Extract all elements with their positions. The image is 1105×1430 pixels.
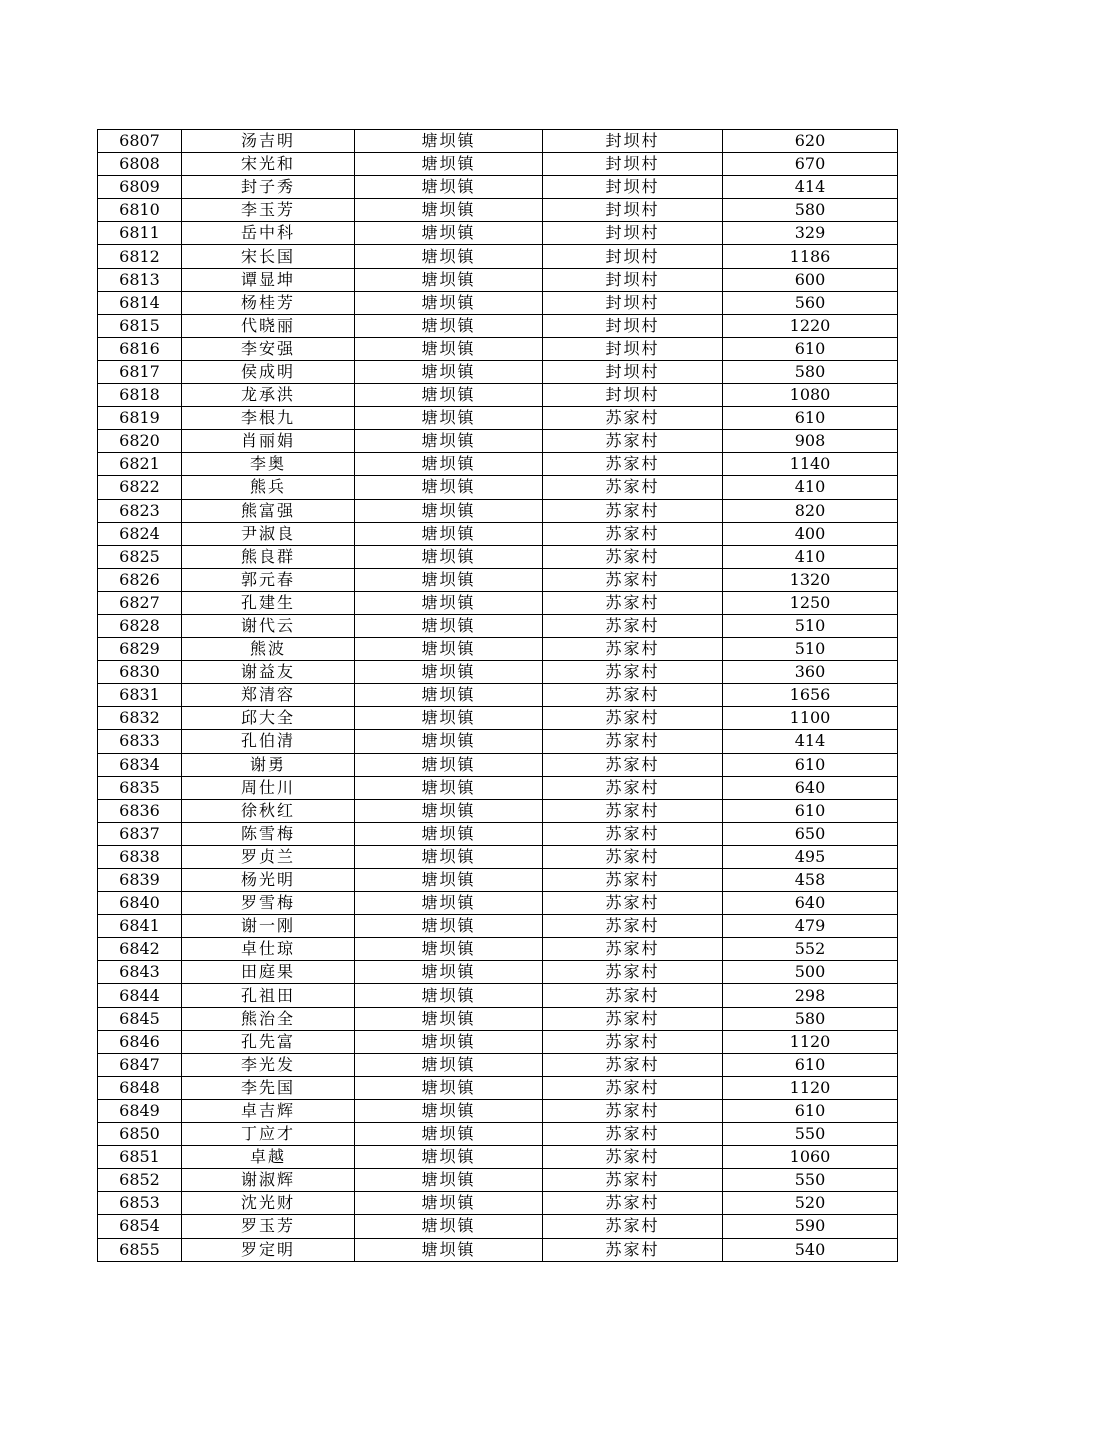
person-name-cell: 汤吉明 <box>182 130 355 153</box>
town-cell: 塘坝镇 <box>355 1076 543 1099</box>
town-cell: 塘坝镇 <box>355 938 543 961</box>
row-number-cell: 6816 <box>98 337 182 360</box>
amount-cell: 550 <box>723 1123 898 1146</box>
town-cell: 塘坝镇 <box>355 961 543 984</box>
row-number-cell: 6811 <box>98 222 182 245</box>
table-row <box>98 591 898 614</box>
person-name-cell: 李先国 <box>182 1076 355 1099</box>
amount-cell: 1186 <box>723 245 898 268</box>
town-cell: 塘坝镇 <box>355 638 543 661</box>
person-name-cell: 卓越 <box>182 1146 355 1169</box>
person-name-cell: 熊波 <box>182 638 355 661</box>
village-cell: 苏家村 <box>543 984 723 1007</box>
town-cell: 塘坝镇 <box>355 1007 543 1030</box>
village-cell: 封坝村 <box>543 153 723 176</box>
row-number-cell: 6852 <box>98 1169 182 1192</box>
amount-cell: 1320 <box>723 568 898 591</box>
town-cell: 塘坝镇 <box>355 1146 543 1169</box>
village-cell: 苏家村 <box>543 499 723 522</box>
village-cell: 苏家村 <box>543 1099 723 1122</box>
town-cell: 塘坝镇 <box>355 684 543 707</box>
village-cell: 苏家村 <box>543 845 723 868</box>
row-number-cell: 6846 <box>98 1030 182 1053</box>
amount-cell: 670 <box>723 153 898 176</box>
amount-cell: 400 <box>723 522 898 545</box>
village-cell: 封坝村 <box>543 337 723 360</box>
person-name-cell: 郭元春 <box>182 568 355 591</box>
town-cell: 塘坝镇 <box>355 753 543 776</box>
amount-cell: 1220 <box>723 314 898 337</box>
town-cell: 塘坝镇 <box>355 1215 543 1238</box>
village-cell: 苏家村 <box>543 730 723 753</box>
village-cell: 苏家村 <box>543 1123 723 1146</box>
amount-cell: 552 <box>723 938 898 961</box>
table-row <box>98 522 898 545</box>
town-cell: 塘坝镇 <box>355 153 543 176</box>
table-row <box>98 1076 898 1099</box>
row-number-cell: 6842 <box>98 938 182 961</box>
row-number-cell: 6824 <box>98 522 182 545</box>
village-cell: 苏家村 <box>543 1053 723 1076</box>
table-row <box>98 1238 898 1261</box>
roster-table-body <box>98 130 898 1262</box>
row-number-cell: 6812 <box>98 245 182 268</box>
amount-cell: 610 <box>723 1053 898 1076</box>
town-cell: 塘坝镇 <box>355 730 543 753</box>
table-row <box>98 845 898 868</box>
town-cell: 塘坝镇 <box>355 1123 543 1146</box>
row-number-cell: 6830 <box>98 661 182 684</box>
village-cell: 苏家村 <box>543 1215 723 1238</box>
person-name-cell: 李安强 <box>182 337 355 360</box>
town-cell: 塘坝镇 <box>355 291 543 314</box>
person-name-cell: 周仕川 <box>182 776 355 799</box>
row-number-cell: 6823 <box>98 499 182 522</box>
table-row <box>98 199 898 222</box>
amount-cell: 360 <box>723 661 898 684</box>
table-row <box>98 430 898 453</box>
person-name-cell: 孔先富 <box>182 1030 355 1053</box>
table-row <box>98 1030 898 1053</box>
town-cell: 塘坝镇 <box>355 522 543 545</box>
amount-cell: 1080 <box>723 384 898 407</box>
table-row <box>98 707 898 730</box>
amount-cell: 650 <box>723 822 898 845</box>
village-cell: 苏家村 <box>543 1169 723 1192</box>
table-row <box>98 176 898 199</box>
village-cell: 封坝村 <box>543 199 723 222</box>
village-cell: 封坝村 <box>543 314 723 337</box>
village-cell: 苏家村 <box>543 799 723 822</box>
row-number-cell: 6855 <box>98 1238 182 1261</box>
row-number-cell: 6807 <box>98 130 182 153</box>
table-row <box>98 1123 898 1146</box>
table-row <box>98 222 898 245</box>
row-number-cell: 6826 <box>98 568 182 591</box>
table-row <box>98 153 898 176</box>
village-cell: 苏家村 <box>543 407 723 430</box>
town-cell: 塘坝镇 <box>355 845 543 868</box>
village-cell: 苏家村 <box>543 453 723 476</box>
row-number-cell: 6822 <box>98 476 182 499</box>
person-name-cell: 郑清容 <box>182 684 355 707</box>
town-cell: 塘坝镇 <box>355 776 543 799</box>
table-row <box>98 130 898 153</box>
person-name-cell: 邱大全 <box>182 707 355 730</box>
person-name-cell: 尹淑良 <box>182 522 355 545</box>
town-cell: 塘坝镇 <box>355 984 543 1007</box>
row-number-cell: 6834 <box>98 753 182 776</box>
table-row <box>98 314 898 337</box>
person-name-cell: 宋长国 <box>182 245 355 268</box>
town-cell: 塘坝镇 <box>355 1169 543 1192</box>
amount-cell: 510 <box>723 638 898 661</box>
table-row <box>98 753 898 776</box>
village-cell: 苏家村 <box>543 822 723 845</box>
table-row <box>98 499 898 522</box>
table-row <box>98 799 898 822</box>
village-cell: 苏家村 <box>543 892 723 915</box>
town-cell: 塘坝镇 <box>355 199 543 222</box>
amount-cell: 1140 <box>723 453 898 476</box>
table-row <box>98 684 898 707</box>
table-row <box>98 730 898 753</box>
table-row <box>98 384 898 407</box>
person-name-cell: 岳中科 <box>182 222 355 245</box>
row-number-cell: 6833 <box>98 730 182 753</box>
village-cell: 苏家村 <box>543 961 723 984</box>
row-number-cell: 6813 <box>98 268 182 291</box>
amount-cell: 610 <box>723 753 898 776</box>
village-cell: 苏家村 <box>543 522 723 545</box>
table-row <box>98 1192 898 1215</box>
village-cell: 苏家村 <box>543 430 723 453</box>
row-number-cell: 6850 <box>98 1123 182 1146</box>
amount-cell: 610 <box>723 337 898 360</box>
amount-cell: 560 <box>723 291 898 314</box>
person-name-cell: 熊富强 <box>182 499 355 522</box>
amount-cell: 580 <box>723 199 898 222</box>
table-row <box>98 1053 898 1076</box>
person-name-cell: 孔伯清 <box>182 730 355 753</box>
row-number-cell: 6827 <box>98 591 182 614</box>
row-number-cell: 6818 <box>98 384 182 407</box>
town-cell: 塘坝镇 <box>355 245 543 268</box>
person-name-cell: 沈光财 <box>182 1192 355 1215</box>
town-cell: 塘坝镇 <box>355 407 543 430</box>
town-cell: 塘坝镇 <box>355 130 543 153</box>
town-cell: 塘坝镇 <box>355 222 543 245</box>
person-name-cell: 卓仕琼 <box>182 938 355 961</box>
row-number-cell: 6851 <box>98 1146 182 1169</box>
person-name-cell: 李奥 <box>182 453 355 476</box>
village-cell: 苏家村 <box>543 869 723 892</box>
row-number-cell: 6809 <box>98 176 182 199</box>
town-cell: 塘坝镇 <box>355 1030 543 1053</box>
amount-cell: 580 <box>723 360 898 383</box>
person-name-cell: 徐秋红 <box>182 799 355 822</box>
person-name-cell: 熊良群 <box>182 545 355 568</box>
village-cell: 苏家村 <box>543 1007 723 1030</box>
table-row <box>98 1099 898 1122</box>
table-row <box>98 545 898 568</box>
village-cell: 封坝村 <box>543 245 723 268</box>
table-row <box>98 407 898 430</box>
amount-cell: 580 <box>723 1007 898 1030</box>
row-number-cell: 6821 <box>98 453 182 476</box>
village-cell: 苏家村 <box>543 684 723 707</box>
village-cell: 封坝村 <box>543 384 723 407</box>
table-row <box>98 476 898 499</box>
amount-cell: 820 <box>723 499 898 522</box>
village-cell: 苏家村 <box>543 661 723 684</box>
table-row <box>98 360 898 383</box>
village-cell: 苏家村 <box>543 1146 723 1169</box>
table-row <box>98 869 898 892</box>
row-number-cell: 6847 <box>98 1053 182 1076</box>
amount-cell: 479 <box>723 915 898 938</box>
town-cell: 塘坝镇 <box>355 1053 543 1076</box>
town-cell: 塘坝镇 <box>355 337 543 360</box>
row-number-cell: 6840 <box>98 892 182 915</box>
table-row <box>98 892 898 915</box>
person-name-cell: 罗雪梅 <box>182 892 355 915</box>
amount-cell: 410 <box>723 476 898 499</box>
amount-cell: 540 <box>723 1238 898 1261</box>
amount-cell: 640 <box>723 892 898 915</box>
town-cell: 塘坝镇 <box>355 545 543 568</box>
table-row <box>98 1169 898 1192</box>
row-number-cell: 6845 <box>98 1007 182 1030</box>
town-cell: 塘坝镇 <box>355 1192 543 1215</box>
town-cell: 塘坝镇 <box>355 430 543 453</box>
table-row <box>98 776 898 799</box>
roster-table <box>97 129 898 1262</box>
table-row <box>98 268 898 291</box>
person-name-cell: 杨桂芳 <box>182 291 355 314</box>
village-cell: 苏家村 <box>543 614 723 637</box>
amount-cell: 1120 <box>723 1076 898 1099</box>
town-cell: 塘坝镇 <box>355 499 543 522</box>
amount-cell: 1100 <box>723 707 898 730</box>
amount-cell: 495 <box>723 845 898 868</box>
town-cell: 塘坝镇 <box>355 892 543 915</box>
row-number-cell: 6837 <box>98 822 182 845</box>
village-cell: 苏家村 <box>543 1076 723 1099</box>
village-cell: 苏家村 <box>543 753 723 776</box>
village-cell: 苏家村 <box>543 476 723 499</box>
town-cell: 塘坝镇 <box>355 476 543 499</box>
table-row <box>98 1146 898 1169</box>
person-name-cell: 宋光和 <box>182 153 355 176</box>
amount-cell: 620 <box>723 130 898 153</box>
table-row <box>98 1215 898 1238</box>
row-number-cell: 6849 <box>98 1099 182 1122</box>
row-number-cell: 6853 <box>98 1192 182 1215</box>
amount-cell: 414 <box>723 730 898 753</box>
amount-cell: 610 <box>723 1099 898 1122</box>
person-name-cell: 熊兵 <box>182 476 355 499</box>
table-row <box>98 938 898 961</box>
table-row <box>98 291 898 314</box>
town-cell: 塘坝镇 <box>355 614 543 637</box>
village-cell: 苏家村 <box>543 591 723 614</box>
town-cell: 塘坝镇 <box>355 268 543 291</box>
person-name-cell: 孔建生 <box>182 591 355 614</box>
village-cell: 苏家村 <box>543 776 723 799</box>
person-name-cell: 杨光明 <box>182 869 355 892</box>
amount-cell: 458 <box>723 869 898 892</box>
town-cell: 塘坝镇 <box>355 568 543 591</box>
town-cell: 塘坝镇 <box>355 707 543 730</box>
person-name-cell: 封子秀 <box>182 176 355 199</box>
town-cell: 塘坝镇 <box>355 360 543 383</box>
table-row <box>98 961 898 984</box>
row-number-cell: 6832 <box>98 707 182 730</box>
row-number-cell: 6838 <box>98 845 182 868</box>
row-number-cell: 6815 <box>98 314 182 337</box>
table-row <box>98 984 898 1007</box>
person-name-cell: 李玉芳 <box>182 199 355 222</box>
table-row <box>98 245 898 268</box>
town-cell: 塘坝镇 <box>355 869 543 892</box>
person-name-cell: 罗贞兰 <box>182 845 355 868</box>
amount-cell: 410 <box>723 545 898 568</box>
town-cell: 塘坝镇 <box>355 799 543 822</box>
row-number-cell: 6808 <box>98 153 182 176</box>
row-number-cell: 6825 <box>98 545 182 568</box>
village-cell: 封坝村 <box>543 130 723 153</box>
row-number-cell: 6835 <box>98 776 182 799</box>
person-name-cell: 侯成明 <box>182 360 355 383</box>
amount-cell: 510 <box>723 614 898 637</box>
person-name-cell: 孔祖田 <box>182 984 355 1007</box>
row-number-cell: 6839 <box>98 869 182 892</box>
person-name-cell: 龙承洪 <box>182 384 355 407</box>
row-number-cell: 6843 <box>98 961 182 984</box>
person-name-cell: 陈雪梅 <box>182 822 355 845</box>
village-cell: 苏家村 <box>543 568 723 591</box>
village-cell: 苏家村 <box>543 1030 723 1053</box>
town-cell: 塘坝镇 <box>355 1238 543 1261</box>
amount-cell: 550 <box>723 1169 898 1192</box>
amount-cell: 1120 <box>723 1030 898 1053</box>
amount-cell: 500 <box>723 961 898 984</box>
amount-cell: 329 <box>723 222 898 245</box>
table-row <box>98 822 898 845</box>
row-number-cell: 6810 <box>98 199 182 222</box>
table-row <box>98 915 898 938</box>
person-name-cell: 谢益友 <box>182 661 355 684</box>
amount-cell: 1656 <box>723 684 898 707</box>
person-name-cell: 谢一刚 <box>182 915 355 938</box>
amount-cell: 1060 <box>723 1146 898 1169</box>
person-name-cell: 卓吉辉 <box>182 1099 355 1122</box>
person-name-cell: 谢代云 <box>182 614 355 637</box>
amount-cell: 520 <box>723 1192 898 1215</box>
table-row <box>98 337 898 360</box>
row-number-cell: 6836 <box>98 799 182 822</box>
person-name-cell: 谢勇 <box>182 753 355 776</box>
person-name-cell: 谭显坤 <box>182 268 355 291</box>
row-number-cell: 6819 <box>98 407 182 430</box>
person-name-cell: 田庭果 <box>182 961 355 984</box>
table-row <box>98 453 898 476</box>
village-cell: 封坝村 <box>543 176 723 199</box>
table-row <box>98 568 898 591</box>
town-cell: 塘坝镇 <box>355 915 543 938</box>
row-number-cell: 6817 <box>98 360 182 383</box>
person-name-cell: 李根九 <box>182 407 355 430</box>
village-cell: 封坝村 <box>543 222 723 245</box>
table-row <box>98 638 898 661</box>
row-number-cell: 6854 <box>98 1215 182 1238</box>
town-cell: 塘坝镇 <box>355 661 543 684</box>
row-number-cell: 6829 <box>98 638 182 661</box>
village-cell: 苏家村 <box>543 707 723 730</box>
person-name-cell: 罗定明 <box>182 1238 355 1261</box>
amount-cell: 590 <box>723 1215 898 1238</box>
amount-cell: 640 <box>723 776 898 799</box>
village-cell: 苏家村 <box>543 1192 723 1215</box>
village-cell: 苏家村 <box>543 915 723 938</box>
row-number-cell: 6831 <box>98 684 182 707</box>
amount-cell: 908 <box>723 430 898 453</box>
person-name-cell: 代晓丽 <box>182 314 355 337</box>
village-cell: 苏家村 <box>543 938 723 961</box>
row-number-cell: 6828 <box>98 614 182 637</box>
town-cell: 塘坝镇 <box>355 384 543 407</box>
person-name-cell: 丁应才 <box>182 1123 355 1146</box>
town-cell: 塘坝镇 <box>355 314 543 337</box>
amount-cell: 600 <box>723 268 898 291</box>
town-cell: 塘坝镇 <box>355 453 543 476</box>
person-name-cell: 肖丽娟 <box>182 430 355 453</box>
row-number-cell: 6814 <box>98 291 182 314</box>
town-cell: 塘坝镇 <box>355 1099 543 1122</box>
village-cell: 苏家村 <box>543 545 723 568</box>
amount-cell: 298 <box>723 984 898 1007</box>
table-row <box>98 614 898 637</box>
table-row <box>98 1007 898 1030</box>
person-name-cell: 罗玉芳 <box>182 1215 355 1238</box>
table-row <box>98 661 898 684</box>
amount-cell: 414 <box>723 176 898 199</box>
person-name-cell: 熊治全 <box>182 1007 355 1030</box>
person-name-cell: 李光发 <box>182 1053 355 1076</box>
row-number-cell: 6841 <box>98 915 182 938</box>
row-number-cell: 6844 <box>98 984 182 1007</box>
village-cell: 封坝村 <box>543 291 723 314</box>
amount-cell: 610 <box>723 799 898 822</box>
village-cell: 苏家村 <box>543 1238 723 1261</box>
person-name-cell: 谢淑辉 <box>182 1169 355 1192</box>
village-cell: 封坝村 <box>543 360 723 383</box>
town-cell: 塘坝镇 <box>355 176 543 199</box>
amount-cell: 610 <box>723 407 898 430</box>
village-cell: 封坝村 <box>543 268 723 291</box>
amount-cell: 1250 <box>723 591 898 614</box>
town-cell: 塘坝镇 <box>355 822 543 845</box>
town-cell: 塘坝镇 <box>355 591 543 614</box>
row-number-cell: 6820 <box>98 430 182 453</box>
row-number-cell: 6848 <box>98 1076 182 1099</box>
village-cell: 苏家村 <box>543 638 723 661</box>
